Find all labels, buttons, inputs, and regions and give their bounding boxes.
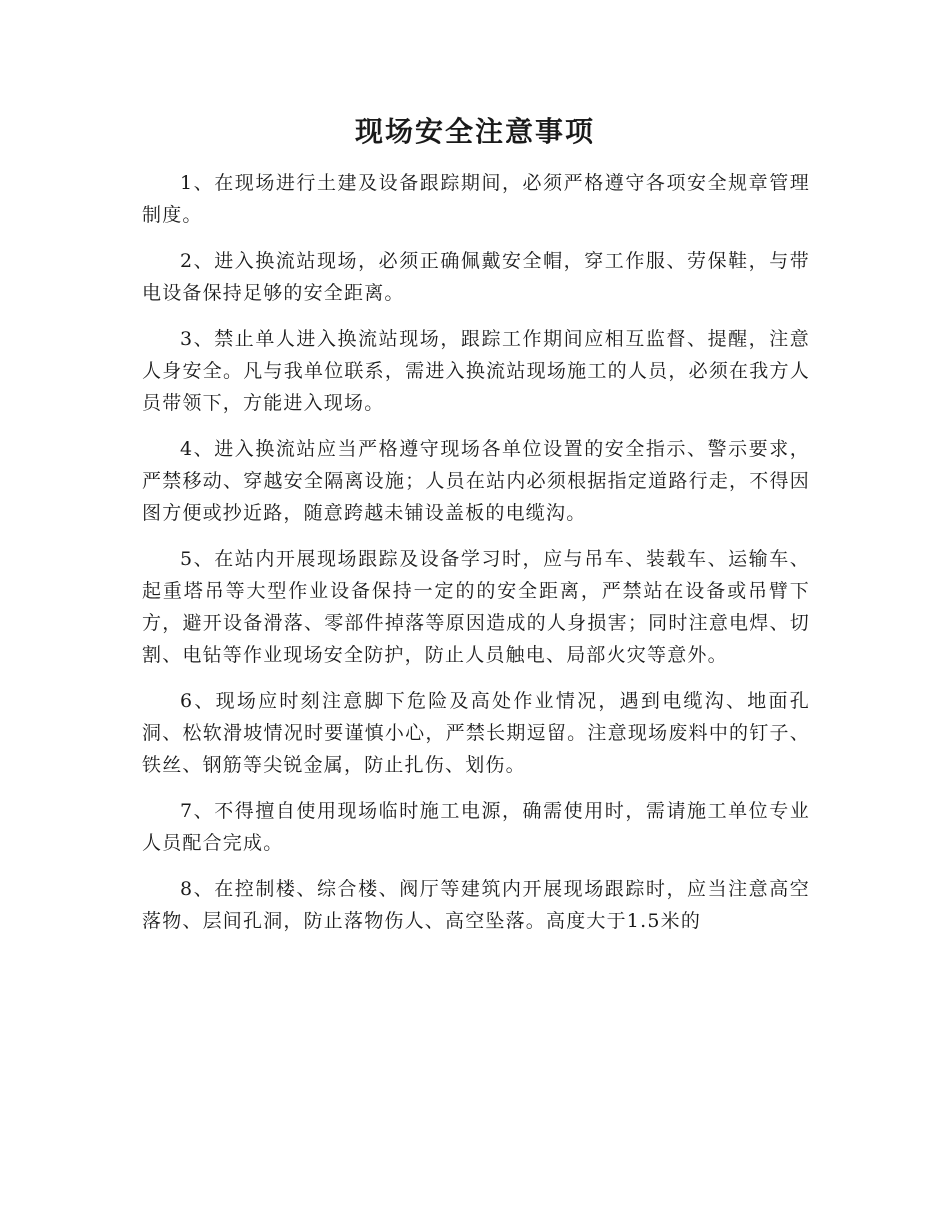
paragraph-1: 1、在现场进行土建及设备跟踪期间，必须严格遵守各项安全规章管理制度。	[142, 172, 810, 226]
paragraph-3: 3、禁止单人进入换流站现场，跟踪工作期间应相互监督、提醒，注意人身安全。凡与我单位联系，需进入换流站现场施工的人员，必须在我方人员带领下，方能进入现场。	[142, 328, 810, 414]
paragraph-5: 5、在站内开展现场跟踪及设备学习时，应与吊车、装载车、运输车、起重塔吊等大型作业设备保持一定的的安全距离，严禁站在设备或吊臂下方，避开设备滑落、零部件掉落等原因造成的人身损害；同时注意电焊、切割、电钻等作业现场安全防护，防止人员触电、局部火灾等意外。	[142, 548, 810, 666]
document-body	[142, 167, 810, 951]
paragraph-4: 4、进入换流站应当严格遵守现场各单位设置的安全指示、警示要求，严禁移动、穿越安全隔离设施；人员在站内必须根据指定道路行走，不得因图方便或抄近路，随意跨越未铺设盖板的电缆沟。	[142, 438, 810, 524]
paragraph-2: 2、进入换流站现场，必须正确佩戴安全帽，穿工作服、劳保鞋，与带电设备保持足够的安全距离。	[142, 250, 810, 304]
paragraph-6: 6、现场应时刻注意脚下危险及高处作业情况，遇到电缆沟、地面孔洞、松软滑坡情况时要谨慎小心，严禁长期逗留。注意现场废料中的钉子、铁丝、钢筋等尖锐金属，防止扎伤、划伤。	[142, 690, 810, 776]
paragraph-7: 7、不得擅自使用现场临时施工电源，确需使用时，需请施工单位专业人员配合完成。	[142, 800, 810, 854]
document-title: 现场安全注意事项	[354, 115, 595, 148]
paragraph-8: 8、在控制楼、综合楼、阀厅等建筑内开展现场跟踪时，应当注意高空落物、层间孔洞，防止落物伤人、高空坠落。高度大于1.5米的	[142, 878, 810, 932]
